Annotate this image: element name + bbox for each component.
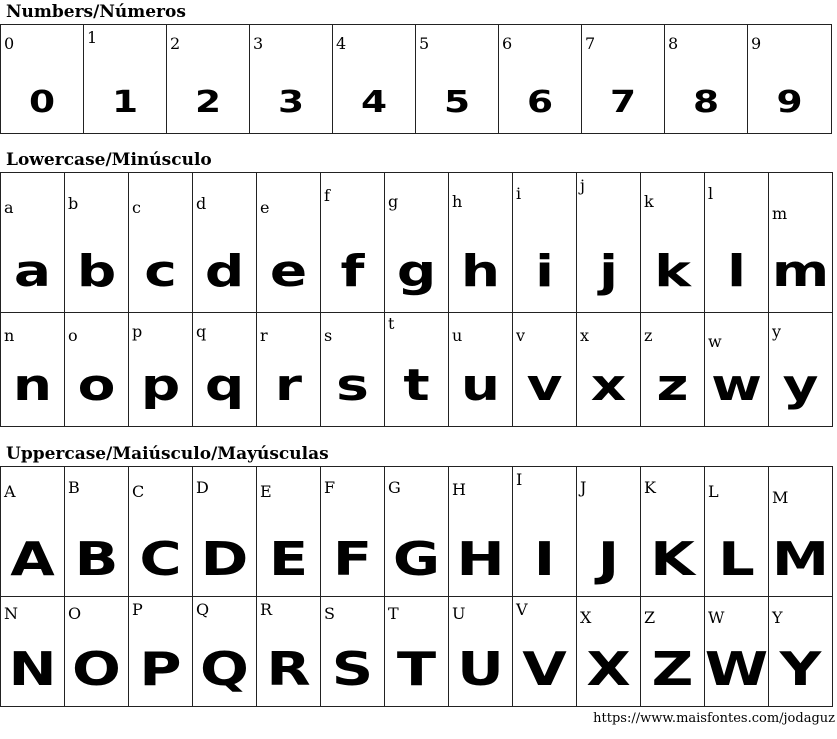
glyph-caption: 2: [170, 34, 181, 53]
glyph-sample: 7: [609, 85, 637, 120]
glyph-cell: [321, 312, 385, 427]
glyph-cell: [748, 24, 832, 134]
glyph-caption: o: [68, 326, 78, 345]
glyph-cell: [449, 596, 513, 707]
glyph-sample: 1: [111, 85, 139, 120]
glyph-sample: J: [597, 532, 620, 586]
glyph-sample: 2: [194, 85, 222, 120]
glyph-cell: [84, 24, 167, 134]
glyph-sample: N: [8, 642, 57, 696]
glyph-cell: [193, 466, 257, 597]
glyph-cell: [385, 312, 449, 427]
glyph-caption: O: [68, 604, 82, 623]
glyph-cell: [257, 312, 321, 427]
glyph-cell: [129, 312, 193, 427]
source-url: https://www.maisfontes.com/jodaguz: [593, 711, 835, 726]
glyph-caption: T: [388, 604, 399, 623]
glyph-sample: j: [599, 246, 618, 297]
glyph-sample: L: [718, 532, 755, 586]
glyph-sample: P: [139, 642, 182, 696]
glyph-sample: W: [705, 642, 769, 696]
glyph-sample: G: [392, 532, 441, 586]
glyph-sample: T: [396, 642, 437, 696]
glyph-caption: B: [68, 478, 80, 497]
glyph-cell: [1, 172, 65, 313]
glyph-caption: w: [708, 332, 722, 351]
glyph-caption: t: [388, 314, 395, 333]
glyph-sample: z: [656, 360, 689, 411]
lowercase-grid-row-1: [0, 172, 833, 313]
glyph-caption: s: [324, 326, 333, 345]
glyph-cell: [705, 466, 769, 597]
glyph-cell: [769, 596, 833, 707]
glyph-caption: I: [516, 470, 523, 489]
glyph-cell: [65, 466, 129, 597]
glyph-sample: U: [457, 642, 504, 696]
glyph-caption: h: [452, 192, 463, 211]
glyph-cell: [257, 172, 321, 313]
glyph-cell: [577, 596, 641, 707]
glyph-caption: f: [324, 186, 330, 205]
lowercase-grid-row-2: [0, 312, 833, 427]
glyph-sample: 6: [526, 85, 554, 120]
glyph-caption: d: [196, 194, 207, 213]
glyph-caption: K: [644, 478, 656, 497]
glyph-caption: a: [4, 198, 14, 217]
glyph-cell: [193, 172, 257, 313]
numbers-grid: [0, 24, 832, 134]
glyph-cell: [513, 312, 577, 427]
glyph-sample: t: [403, 360, 430, 411]
glyph-cell: [705, 596, 769, 707]
glyph-cell: [449, 172, 513, 313]
glyph-cell: [769, 466, 833, 597]
glyph-sample: h: [460, 246, 501, 297]
glyph-sample: s: [336, 360, 369, 411]
glyph-cell: [257, 596, 321, 707]
glyph-cell: [416, 24, 499, 134]
glyph-cell: [385, 596, 449, 707]
glyph-cell: [193, 596, 257, 707]
glyph-sample: R: [266, 642, 311, 696]
glyph-sample: X: [586, 642, 631, 696]
glyph-cell: [641, 172, 705, 313]
glyph-caption: 3: [253, 34, 264, 53]
glyph-cell: [1, 24, 84, 134]
glyph-cell: [129, 172, 193, 313]
glyph-cell: [582, 24, 665, 134]
glyph-sample: 0: [28, 85, 56, 120]
glyph-cell: [250, 24, 333, 134]
glyph-cell: [513, 596, 577, 707]
glyph-caption: 4: [336, 34, 347, 53]
glyph-sample: S: [331, 642, 374, 696]
glyph-caption: r: [260, 326, 268, 345]
glyph-cell: [321, 172, 385, 313]
glyph-sample: w: [711, 360, 762, 411]
glyph-sample: B: [74, 532, 119, 586]
glyph-cell: [65, 172, 129, 313]
glyph-sample: i: [535, 246, 554, 297]
glyph-sample: e: [269, 246, 308, 297]
glyph-caption: F: [324, 478, 336, 497]
glyph-sample: p: [140, 360, 181, 411]
glyph-sample: x: [590, 360, 627, 411]
glyph-sample: a: [13, 246, 52, 297]
glyph-sample: q: [204, 360, 245, 411]
glyph-caption: m: [772, 204, 788, 223]
glyph-caption: V: [516, 600, 528, 619]
glyph-sample: f: [340, 246, 365, 297]
glyph-cell: [167, 24, 250, 134]
glyph-caption: N: [4, 604, 18, 623]
glyph-sample: O: [72, 642, 121, 696]
glyph-caption: l: [708, 184, 714, 203]
glyph-cell: [321, 596, 385, 707]
glyph-caption: g: [388, 192, 399, 211]
glyph-caption: p: [132, 322, 143, 341]
glyph-sample: k: [654, 246, 691, 297]
glyph-cell: [769, 312, 833, 427]
glyph-caption: q: [196, 322, 207, 341]
glyph-caption: 1: [87, 28, 98, 47]
glyph-cell: [705, 172, 769, 313]
glyph-cell: [193, 312, 257, 427]
glyph-cell: [577, 312, 641, 427]
glyph-cell: [769, 172, 833, 313]
glyph-cell: [333, 24, 416, 134]
glyph-sample: C: [139, 532, 182, 586]
glyph-caption: W: [708, 608, 725, 627]
glyph-sample: m: [771, 246, 830, 297]
glyph-caption: 0: [4, 34, 15, 53]
glyph-caption: b: [68, 194, 79, 213]
glyph-sample: 5: [443, 85, 471, 120]
glyph-cell: [665, 24, 748, 134]
glyph-sample: E: [268, 532, 309, 586]
glyph-sample: g: [396, 246, 437, 297]
glyph-cell: [1, 466, 65, 597]
glyph-sample: Q: [200, 642, 249, 696]
glyph-sample: A: [10, 532, 55, 586]
glyph-caption: X: [580, 608, 592, 627]
glyph-caption: A: [4, 482, 16, 501]
glyph-sample: 9: [776, 85, 803, 120]
glyph-caption: U: [452, 604, 466, 623]
glyph-caption: c: [132, 198, 141, 217]
glyph-caption: P: [132, 600, 143, 619]
glyph-caption: u: [452, 326, 463, 345]
glyph-sample: M: [771, 532, 830, 586]
glyph-sample: 8: [692, 85, 720, 120]
glyph-sample: v: [526, 360, 563, 411]
lowercase-section-title: Lowercase/Minúsculo: [6, 150, 212, 170]
glyph-cell: [449, 466, 513, 597]
glyph-caption: M: [772, 488, 789, 507]
glyph-cell: [577, 466, 641, 597]
glyph-caption: e: [260, 198, 270, 217]
glyph-caption: Z: [644, 608, 656, 627]
glyph-cell: [705, 312, 769, 427]
glyph-sample: Y: [779, 642, 822, 696]
glyph-caption: D: [196, 478, 209, 497]
glyph-caption: H: [452, 480, 466, 499]
glyph-caption: 7: [585, 34, 596, 53]
glyph-cell: [641, 466, 705, 597]
uppercase-section-title: Uppercase/Maiúsculo/Mayúsculas: [6, 444, 329, 464]
glyph-caption: y: [772, 322, 782, 341]
glyph-caption: j: [580, 176, 585, 195]
glyph-cell: [499, 24, 582, 134]
glyph-caption: E: [260, 482, 272, 501]
glyph-caption: k: [644, 192, 654, 211]
glyph-caption: S: [324, 604, 335, 623]
uppercase-grid-row-2: [0, 596, 833, 707]
glyph-caption: n: [4, 326, 15, 345]
glyph-sample: c: [144, 246, 177, 297]
glyph-sample: D: [200, 532, 249, 586]
glyph-cell: [385, 172, 449, 313]
glyph-caption: Q: [196, 600, 210, 619]
glyph-sample: y: [782, 360, 819, 411]
glyph-sample: 3: [277, 85, 305, 120]
glyph-caption: 6: [502, 34, 513, 53]
glyph-cell: [1, 312, 65, 427]
glyph-sample: V: [522, 642, 567, 696]
glyph-sample: H: [456, 532, 505, 586]
uppercase-grid-row-1: [0, 466, 833, 597]
glyph-caption: v: [516, 326, 526, 345]
glyph-sample: K: [650, 532, 695, 586]
glyph-cell: [321, 466, 385, 597]
glyph-cell: [65, 312, 129, 427]
glyph-cell: [513, 172, 577, 313]
glyph-sample: u: [460, 360, 501, 411]
glyph-cell: [1, 596, 65, 707]
glyph-cell: [385, 466, 449, 597]
glyph-caption: L: [708, 482, 719, 501]
glyph-cell: [449, 312, 513, 427]
glyph-sample: 4: [360, 85, 388, 120]
glyph-cell: [577, 172, 641, 313]
glyph-caption: G: [388, 478, 401, 497]
glyph-sample: I: [533, 532, 556, 586]
glyph-caption: i: [516, 184, 522, 203]
glyph-cell: [513, 466, 577, 597]
glyph-sample: F: [332, 532, 373, 586]
glyph-cell: [641, 312, 705, 427]
glyph-caption: Y: [772, 608, 783, 627]
glyph-cell: [641, 596, 705, 707]
glyph-caption: x: [580, 326, 590, 345]
glyph-sample: Z: [651, 642, 694, 696]
glyph-caption: 8: [668, 34, 679, 53]
glyph-sample: r: [274, 360, 303, 411]
glyph-sample: b: [76, 246, 117, 297]
glyph-caption: C: [132, 482, 145, 501]
glyph-sample: n: [12, 360, 53, 411]
glyph-cell: [257, 466, 321, 597]
glyph-caption: 5: [419, 34, 430, 53]
glyph-sample: d: [204, 246, 245, 297]
numbers-section-title: Numbers/Números: [6, 2, 186, 22]
glyph-caption: R: [260, 600, 273, 619]
glyph-sample: o: [77, 360, 116, 411]
glyph-cell: [65, 596, 129, 707]
glyph-caption: z: [644, 326, 653, 345]
glyph-sample: l: [727, 246, 746, 297]
glyph-caption: 9: [751, 34, 762, 53]
glyph-cell: [129, 596, 193, 707]
glyph-caption: J: [580, 478, 587, 497]
glyph-cell: [129, 466, 193, 597]
